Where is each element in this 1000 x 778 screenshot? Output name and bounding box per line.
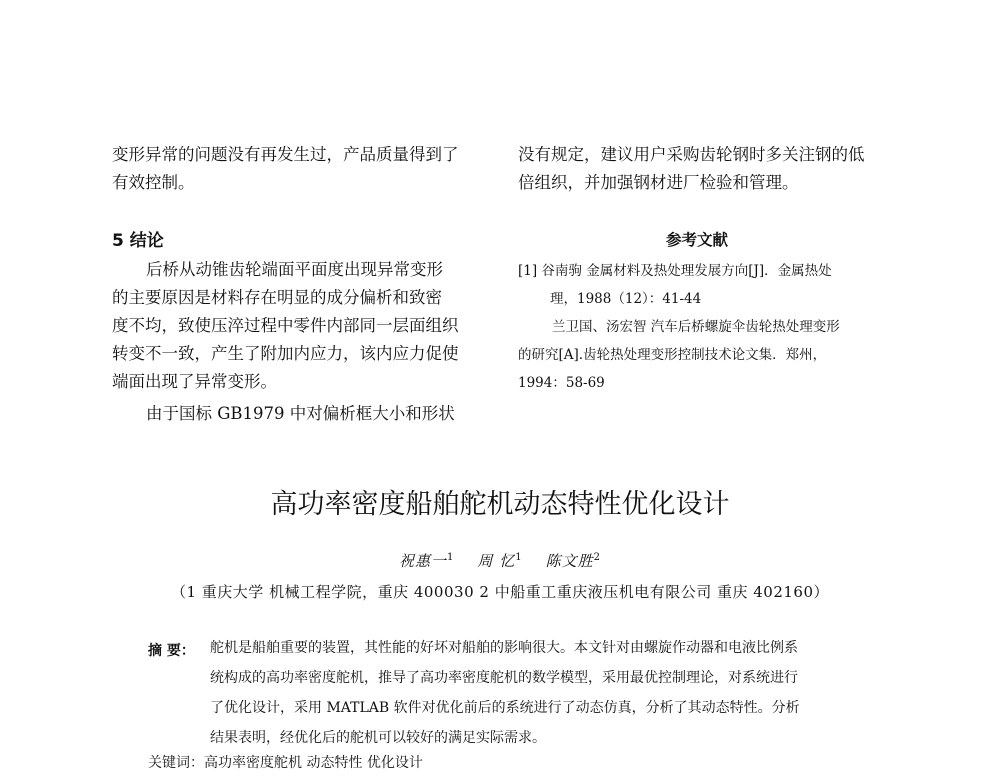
affiliation-line: （1 重庆大学 机械工程学院，重庆 400030 2 中船重工重庆液压机电有限公司 重庆 402160） bbox=[171, 583, 829, 601]
abstract-label: 摘 要： bbox=[148, 643, 195, 659]
left-col-line-2: 有效控制。 bbox=[112, 173, 195, 192]
conclusion-line-3: 度不均，致使压淬过程中零件内部同一层面组织 bbox=[112, 316, 459, 335]
reference-line-2: 理，1988（12）：41-44 bbox=[550, 291, 702, 307]
author-affiliation-mark: 1 bbox=[446, 552, 455, 563]
author-affiliation-mark: 2 bbox=[593, 552, 602, 563]
conclusion-line-6: 由于国标 GB1979 中对偏析框大小和形状 bbox=[146, 404, 455, 423]
abstract-line-3: 了优化设计，采用 MATLAB 软件对优化前后的系统进行了动态仿真，分析了其动态特性。分析 bbox=[210, 700, 800, 716]
references-heading: 参考文献 bbox=[666, 231, 729, 249]
author-name: 陈文胜 bbox=[545, 552, 594, 570]
author-name: 祝惠一 bbox=[398, 552, 447, 570]
reference-line-5: 1994：58-69 bbox=[518, 375, 605, 391]
conclusion-line-1: 后桥从动锥齿轮端面平面度出现异常变形 bbox=[146, 260, 443, 279]
author-list bbox=[0, 550, 1000, 571]
reference-line-3: 兰卫国、汤宏智 汽车后桥螺旋伞齿轮热处理变形 bbox=[552, 319, 840, 335]
article-title: 高功率密度船舶舵机动态特性优化设计 bbox=[270, 489, 730, 520]
abstract-line-1: 舵机是船舶重要的装置，其性能的好坏对船舶的影响很大。本文针对由螺旋作动器和电液比例系 bbox=[210, 640, 798, 656]
author-affiliation-mark: 1 bbox=[515, 552, 523, 563]
left-col-line-1: 变形异常的问题没有再发生过，产品质量得到了 bbox=[112, 145, 459, 164]
conclusion-line-4: 转变不一致，产生了附加内应力，该内应力促使 bbox=[112, 344, 459, 363]
keywords-line: 关键词：高功率密度舵机 动态特性 优化设计 bbox=[148, 755, 423, 771]
reference-line-4: 的研究[A].齿轮热处理变形控制技术论文集．郑州， bbox=[518, 347, 827, 363]
reference-line-1: [1] 谷南驹 金属材料及热处理发展方向[J]．金属热处 bbox=[518, 263, 832, 279]
conclusion-line-2: 的主要原因是材料存在明显的成分偏析和致密 bbox=[112, 288, 442, 307]
abstract-line-2: 统构成的高功率密度舵机，推导了高功率密度舵机的数学模型，采用最优控制理论，对系统进行 bbox=[210, 670, 798, 686]
abstract-line-4: 结果表明，经优化后的舵机可以较好的满足实际需求。 bbox=[210, 730, 546, 746]
author-name: 周 忆 bbox=[477, 552, 516, 570]
right-col-line-2: 倍组织，并加强钢材进厂检验和管理。 bbox=[518, 173, 799, 192]
right-col-line-1: 没有规定，建议用户采购齿轮钢时多关注钢的低 bbox=[518, 145, 865, 164]
section-5-heading: 5 结论 bbox=[112, 231, 164, 251]
conclusion-line-5: 端面出现了异常变形。 bbox=[112, 372, 277, 391]
